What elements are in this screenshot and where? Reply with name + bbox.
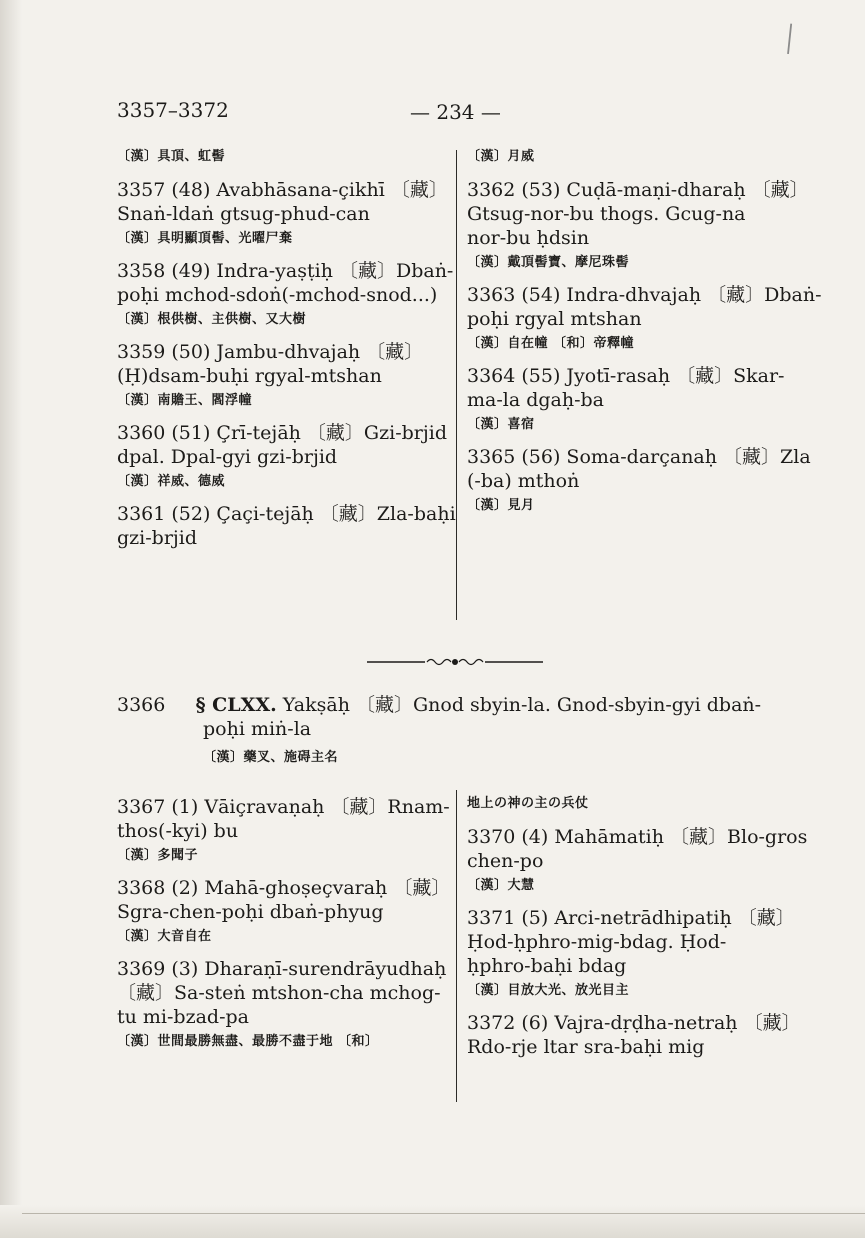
section-heading [117,693,761,717]
entry-3372 [467,1011,801,1059]
entry-3359 [117,340,447,410]
chinese-gloss: 〔漢〕多聞子 [117,848,199,863]
entry-line: 3364 (55) Jyotī-rasaḥ 〔藏〕Skar- [467,365,785,387]
lead-gloss: 〔漢〕具頂、虹髻 [117,149,226,164]
entry-line: dpal. Dpal-gyi gzi-brjid [117,446,338,468]
chinese-gloss: 〔漢〕目放大光、放光目主 [467,983,630,998]
entry-line: Gtsug-nor-bu thogs. Gcug-na [467,203,746,225]
lead-gloss: 〔漢〕月威 [467,149,535,164]
chinese-gloss: 〔漢〕根供樹、主供樹、又大樹 [117,312,307,327]
entry-line: tu mi-bzad-pa [117,1006,249,1028]
entry-line: 3368 (2) Mahā-ghoṣeçvaraḥ 〔藏〕 [117,877,451,899]
entry-line: 3369 (3) Dharaṇī-surendrāyudhaḥ [117,958,447,980]
entry-3369 [117,957,447,1051]
entry-line: 3358 (49) Indra-yaṣṭiḥ 〔藏〕Dbaṅ- [117,260,454,282]
right-column-bottom [467,795,808,1070]
column-divider [456,150,457,620]
entry-line: Ḥod-ḥphro-mig-bdag. Ḥod- [467,931,727,953]
column-divider [456,790,457,1102]
entry-line: gzi-brjid [117,527,198,549]
entry-line: (Ḥ)dsam-buḥi rgyal-mtshan [117,365,382,387]
ornamental-rule [367,655,543,669]
entry-line: 3362 (53) Cuḍā-maṇi-dharaḥ 〔藏〕 [467,179,809,201]
entry-3362 [467,178,809,272]
entry-3368 [117,876,451,946]
right-column-top [467,148,822,526]
entry-line: 3360 (51) Çrī-tejāḥ 〔藏〕Gzi-brjid [117,422,447,444]
entry-line: Rdo-rje ltar sra-baḥi mig [467,1036,705,1058]
entry-line: 〔藏〕Sa-steṅ mtshon-cha mchog- [117,982,441,1004]
entry-line: 3370 (4) Mahāmatiḥ 〔藏〕Blo-gros [467,826,808,848]
chinese-gloss: 〔漢〕南贍王、閻浮幢 [117,393,253,408]
entry-3363 [467,283,822,353]
lead-gloss: 地上の神の主の兵仗 [467,796,589,811]
entry-3358 [117,259,454,329]
page-edge-line [22,1213,865,1214]
entry-3364 [467,364,797,434]
entry-line: 3371 (5) Arci-netrādhipatiḥ 〔藏〕 [467,907,795,929]
entry-line: chen-po [467,850,544,872]
entry-3365 [467,445,811,515]
page-shadow-left [0,0,22,1238]
page-number: — 234 — [410,100,501,124]
entry-3371 [467,906,797,1000]
entry-line: Sgra-chen-poḥi dbaṅ-phyug [117,901,384,923]
entry-3370 [467,825,808,895]
entry-line: 3365 (56) Soma-darçanaḥ 〔藏〕Zla [467,446,811,468]
chinese-gloss: 〔漢〕世間最勝無盡、最勝不盡于地 〔和〕 [117,1034,379,1049]
entry-3360 [117,421,447,491]
entry-line: ma-la dgaḥ-ba [467,389,605,411]
entry-line: 3372 (6) Vajra-dṛḍha-netraḥ 〔藏〕 [467,1012,801,1034]
chinese-gloss: 〔漢〕祥威、德威 [117,474,226,489]
section-entry-number: 3366 [117,694,166,716]
chinese-gloss: 〔漢〕喜宿 [467,417,535,432]
left-column-bottom [117,795,451,1062]
section-title-text: Yakṣāḥ 〔藏〕Gnod sbyin-la. Gnod-sbyin-gyi dbaṅ- [276,694,762,716]
section-continuation: poḥi miṅ-la [203,718,312,740]
entry-3361 [117,502,456,550]
entry-line: poḥi mchod-sdoṅ(-mchod-snod...) [117,284,438,306]
entry-3357 [117,178,447,248]
pencil-annotation: l [781,17,798,65]
chinese-gloss: 〔漢〕戴頂髻寶、摩尼珠髻 [467,255,630,270]
entry-3367 [117,795,450,865]
entry-line: ḥphro-baḥi bdag [467,955,627,977]
chinese-gloss: 〔漢〕具明顯頂髻、光曜尸棄 [117,231,293,246]
chinese-gloss: 〔漢〕大音自在 [117,929,212,944]
left-column-top [117,148,456,561]
entry-range-header: 3357–3372 [117,98,229,122]
chinese-gloss: 〔漢〕大慧 [467,878,535,893]
chinese-gloss: 〔漢〕見月 [467,498,535,513]
entry-line: poḥi rgyal mtshan [467,308,642,330]
entry-line: 3359 (50) Jambu-dhvajaḥ 〔藏〕 [117,341,424,363]
page-shadow-bottom [0,1205,865,1238]
entry-line: Snaṅ-ldaṅ gtsug-phud-can [117,203,370,225]
section-mark: § CLXX. [195,694,277,716]
entry-line: (-ba) mthoṅ [467,470,580,492]
entry-line: 3363 (54) Indra-dhvajaḥ 〔藏〕Dbaṅ- [467,284,822,306]
chinese-gloss: 〔漢〕自在幢 〔和〕帝釋幢 [467,336,635,351]
entry-line: 3361 (52) Çaçi-tejāḥ 〔藏〕Zla-baḥi [117,503,456,525]
section-gloss: 〔漢〕藥叉、施碍主名 [203,750,339,765]
entry-line: 3367 (1) Vāiçravaṇaḥ 〔藏〕Rnam- [117,796,450,818]
entry-line: nor-bu ḥdsin [467,227,590,249]
entry-line: thos(-kyi) bu [117,820,239,842]
entry-line: 3357 (48) Avabhāsana-çikhī 〔藏〕 [117,179,448,201]
